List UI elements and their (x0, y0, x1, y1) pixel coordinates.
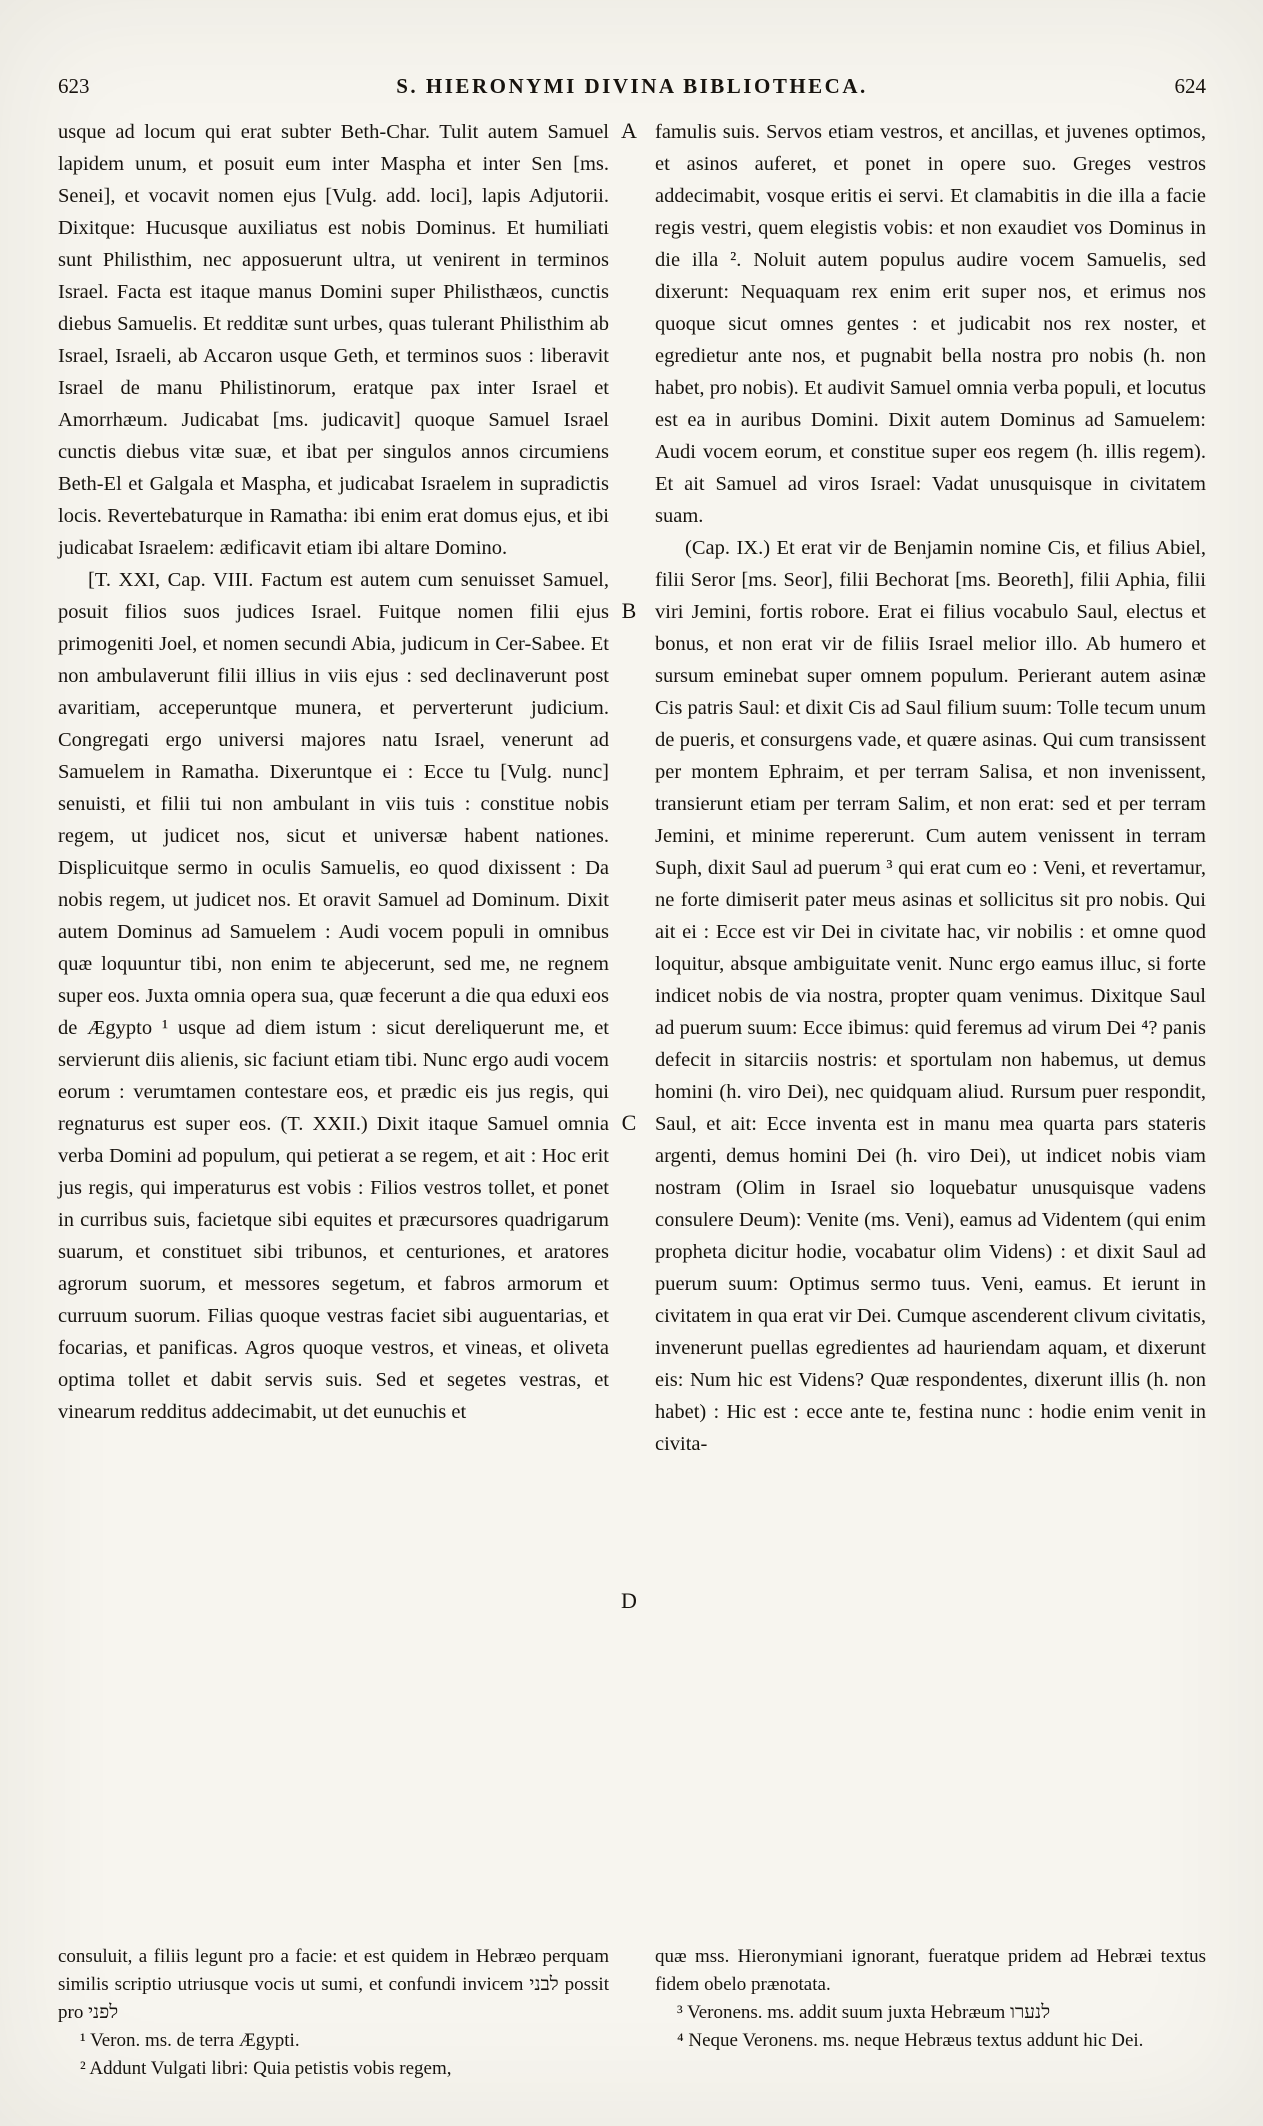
body-paragraph: usque ad locum qui erat subter Beth-Char. Tulit autem Samuel lapidem unum, et posuit eum inter Maspha et inter Sen [ms. Senei], et vocavit nomen ejus [Vulg. add. loci], lapis Adjutorii. Dixitque: Hucusque auxiliatus est nobis Dominus. Et humiliati sunt Philisthim, nec apposuerunt ultra, ut venirent in terminos Israel. Facta est itaque manus Domini super Philisthæos, cunctis diebus Samuelis. Et redditæ sunt urbes, quas tulerant Philisthim ab Israel, Israeli, ab Accaron usque Geth, et terminos suos : liberavit Israel de manu Philistinorum, eratque pax inter Israel et Amorrhæum. Judicabat [ms. judicavit] quoque Samuel Israel cunctis diebus vitæ suæ, et ibat per singulos annos circumiens Beth-El et Galgala et Maspha, et judicabat Israelem in supradictis locis. Revertebaturque in Ramatha: ibi enim erat domus ejus, et ibi judicabat Israelem: ædificavit etiam ibi altare Domino. (58, 121, 609, 559)
footnote-3: ³ Veronens. ms. addit suum juxta Hebræum לנערו (677, 2002, 1051, 2023)
right-column (655, 116, 1206, 1460)
footnote-continuation: consuluit, a filiis legunt pro a facie: et est quidem in Hebræo perquam similis scriptio utriusque vocis ut sumi, et confundi invicem לבני possit pro לפני (58, 1946, 609, 2023)
footnote-4: ⁴ Neque Veronens. ms. neque Hebræus textus addunt hic Dei. (677, 2030, 1144, 2051)
margin-letter-d: D (621, 1588, 637, 1613)
body-paragraph: (Cap. IX.) Et erat vir de Benjamin nomine Cis, et filius Abiel, filii Seror [ms. Seor], filii Bechorat [ms. Beoreth], filii Aphia, filii viri Jemini, fortis robore. Erat ei filius vocabulo Saul, electus et bonus, et non erat vir de filiis Israel melior illo. Ab humero et sursum eminebat super omnem populum. Perierant autem asinæ Cis patris Saul: et dixit Cis ad Saul filium suum: Tolle tecum unum de pueris, et consurgens vade, et quære asinas. Qui cum transissent per montem Ephraim, et per terram Salisa, et non invenissent, transierunt etiam per terram Salim, et non erat: sed et per terram Jemini, et minime repererunt. Cum autem venissent in terram Suph, dixit Saul ad puerum ³ qui erat cum eo : Veni, et revertamur, ne forte dimiserit pater meus asinas et sollicitus sit pro nobis. Qui ait ei : Ecce est vir Dei in civitate hac, vir nobilis : et omne quod loquitur, absque ambiguitate venit. Nunc ergo eamus illuc, si forte indicet nobis de via nostra, propter quam venimus. Dixitque Saul ad puerum suum: Ecce ibimus: quid feremus ad virum Dei ⁴? panis defecit in sitarciis nostris: et sportulam non habemus, ut demus homini (h. viro Dei), nec quidquam aliud. Rursum puer respondit, Saul, et ait: Ecce inventa est in manu mea quarta pars stateris argenti, demus homini Dei (h. viro Dei), ut indicet nobis viam nostram (Olim in Israel sio loquebatur unusquisque vadens consulere Deum): Venite (ms. Veni), eamus ad Videntem (qui enim propheta dicitur hodie, vocabatur olim Videns) : et dixit Saul ad puerum suum: Optimus sermo tuus. Veni, eamus. Et ierunt in civitatem in qua erat vir Dei. Cumque ascenderent clivum civitatis, invenerunt puellas egredientes ad hauriendam aquam, et dixerunt eis: Num hic est Videns? Quæ respondentes, dixerunt illis (h. non habet) : Hic est : ecce ante te, festina nunc : hodie enim venit in civita- (655, 537, 1206, 1455)
page-number-left: 623 (58, 74, 90, 98)
footnotes-section (58, 1943, 1206, 2083)
left-column (58, 116, 609, 1460)
margin-letter-b: B (621, 598, 637, 623)
running-title: S. HIERONYMI DIVINA BIBLIOTHECA. (396, 74, 868, 98)
footnotes-left-column (58, 1943, 609, 2083)
footnote-1: ¹ Veron. ms. de terra Ægypti. (80, 2030, 300, 2051)
margin-letter-a: A (621, 118, 637, 143)
footnotes-right-column (655, 1943, 1206, 2083)
footnote-2: ² Addunt Vulgati libri: Quia petistis vobis regem, (80, 2058, 452, 2079)
body-paragraph: [T. XXI, Cap. VIII. Factum est autem cum senuisset Samuel, posuit filios suos judices Israel. Fuitque nomen filii ejus primogeniti Joel, et nomen secundi Abia, judicum in Cer-Sabee. Et non ambulaverunt filii illius in viis ejus : sed declinaverunt post avaritiam, acceperuntque munera, et perverterunt judicium. Congregati ergo universi majores natu Israel, venerunt ad Samuelem in Ramatha. Dixeruntque ei : Ecce tu [Vulg. nunc] senuisti, et filii tui non ambulant in viis tuis : constitue nobis regem, ut judicet nos, sicut et universæ habent nationes. Displicuitque sermo in oculis Samuelis, eo quod dixissent : Da nobis regem, ut judicet nos. Et oravit Samuel ad Dominum. Dixit autem Dominus ad Samuelem : Audi vocem populi in omnibus quæ loquuntur tibi, non enim te abjecerunt, sed me, ne regnem super eos. Juxta omnia opera sua, quæ fecerunt a die qua eduxi eos de Ægypto ¹ usque ad diem istum : sicut dereliquerunt me, et servierunt diis alienis, sic faciunt etiam tibi. Nunc ergo audi vocem eorum : verumtamen contestare eos, et prædic eis jus regis, qui regnaturus est super eos. (T. XXII.) Dixit itaque Samuel omnia verba Domini ad populum, qui petierat a se regem, et ait : Hoc erit jus regis, qui imperaturus est vobis : Filios vestros tollet, et ponet in curribus suis, facietque sibi equites et præcursores quadrigarum suarum, et constituet sibi tribunos, et centuriones, et aratores agrorum suorum, et messores segetum, et fabros armorum et curruum suorum. Filias quoque vestras faciet sibi auguentarias, et focarias, et panificas. Agros quoque vestros, et vineas, et oliveta optima tollet et dabit servis suis. Sed et segetes vestras, et vinearum redditus addecimabit, ut det eunuchis et (58, 569, 609, 1423)
page-number-right: 624 (1174, 74, 1206, 98)
margin-letter-c: C (621, 1110, 637, 1135)
body-text (58, 116, 1206, 1460)
footnote-continuation: quæ mss. Hieronymiani ignorant, fueratque pridem ad Hebræi textus fidem obelo prænotata. (655, 1946, 1206, 1995)
page-header (58, 74, 1206, 99)
body-paragraph: famulis suis. Servos etiam vestros, et ancillas, et juvenes optimos, et asinos auferet, et ponet in opere suo. Greges vestros addecimabit, vosque eritis ei servi. Et clamabitis in die illa a facie regis vestri, quem elegistis vobis: et non exaudiet vos Dominus in die illa ². Noluit autem populus audire vocem Samuelis, sed dixerunt: Nequaquam rex enim erit super nos, et erimus nos quoque sicut omnes gentes : et judicabit nos rex noster, et egredietur ante nos, et pugnabit bella nostra pro nobis (h. non habet, pro nobis). Et audivit Samuel omnia verba populi, et locutus est ea in auribus Domini. Dixit autem Dominus ad Samuelem: Audi vocem eorum, et constitue super eos regem (h. illis regem). Et ait Samuel ad viros Israel: Vadat unusquisque in civitatem suam. (655, 121, 1206, 527)
